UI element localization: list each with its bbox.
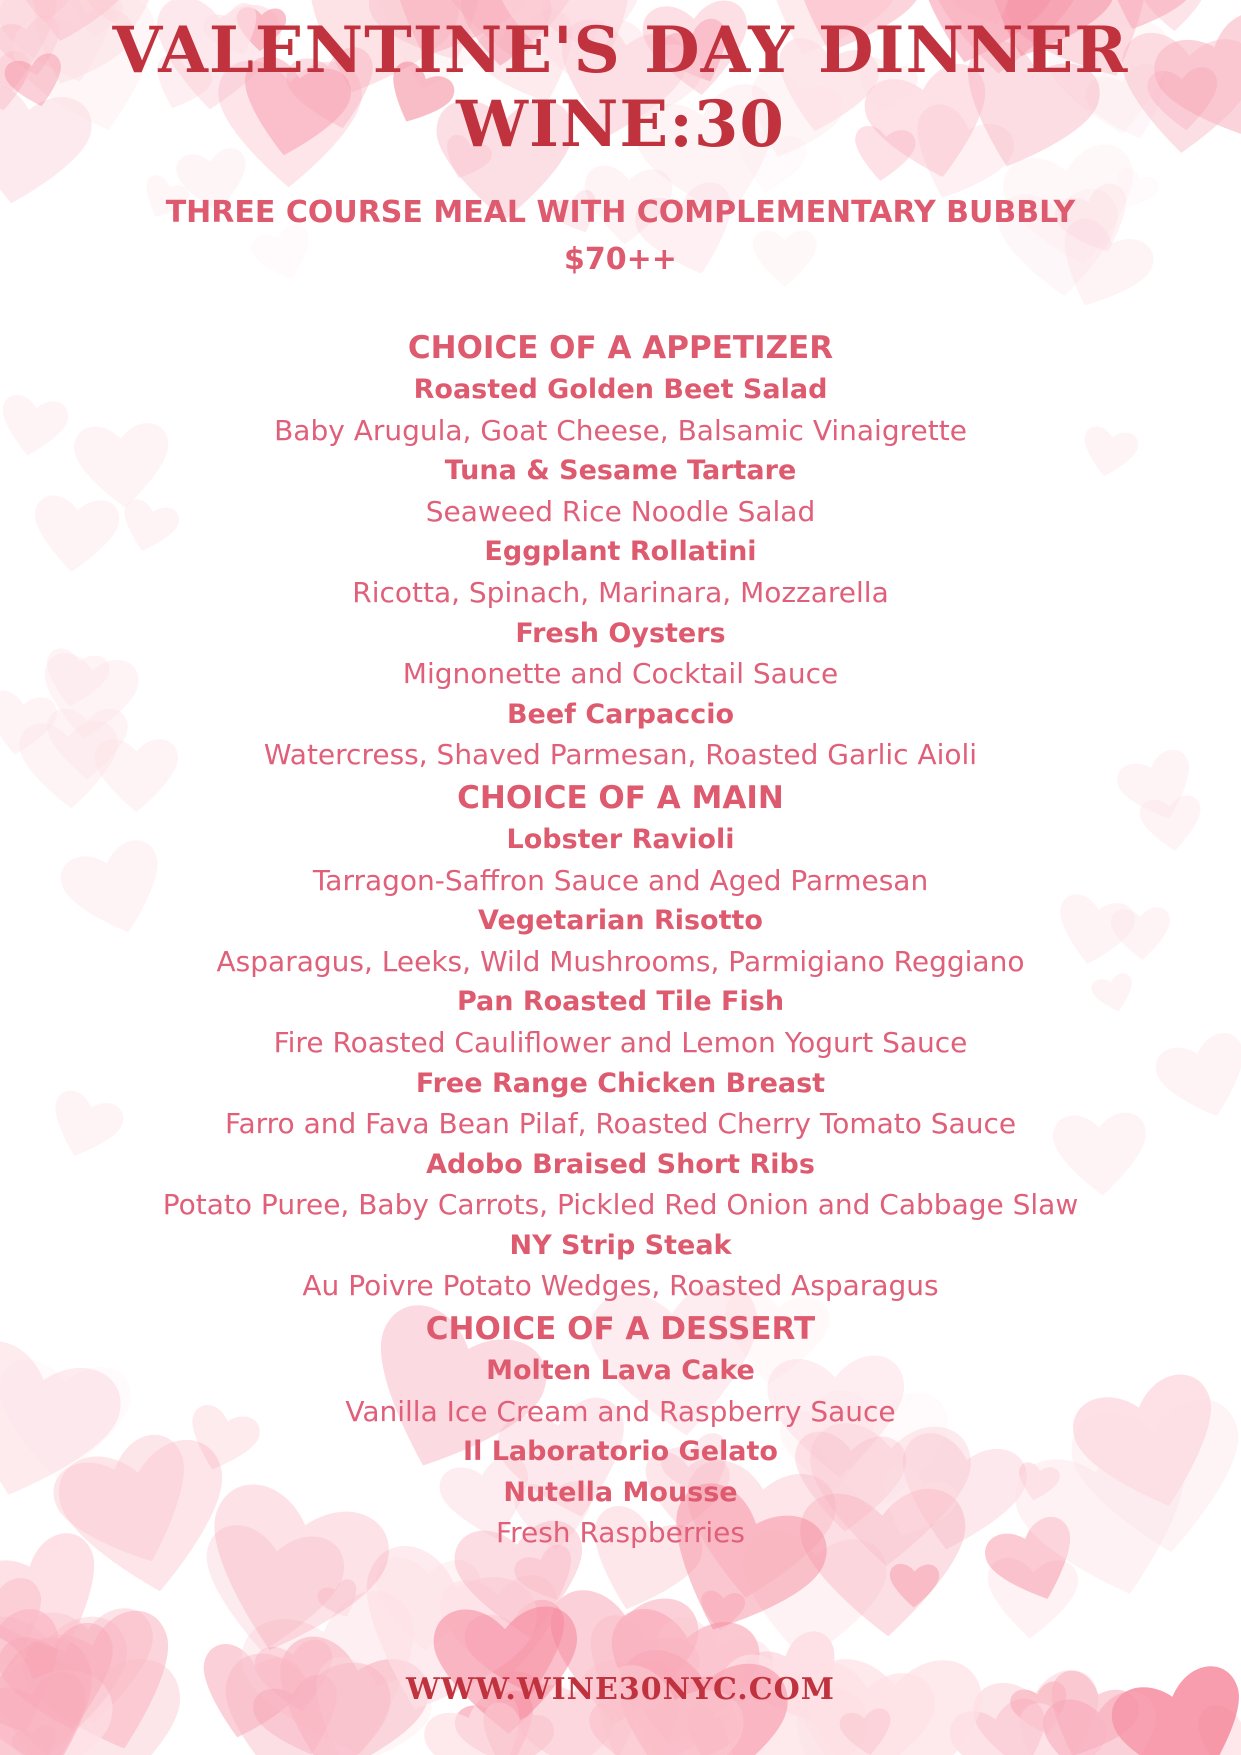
dish-description: Au Poivre Potato Wedges, Roasted Asparagus bbox=[302, 1269, 939, 1303]
dish-description: Farro and Fava Bean Pilaf, Roasted Cherry Tomato Sauce bbox=[224, 1107, 1017, 1141]
section-dessert bbox=[0, 1307, 1241, 1554]
section-main bbox=[0, 776, 1241, 1307]
dish-description: Watercress, Shaved Parmesan, Roasted Garlic Aioli bbox=[263, 738, 978, 772]
page-title: VALENTINE'S DAY DINNER bbox=[112, 13, 1129, 88]
dish-name: Molten Lava Cake bbox=[486, 1355, 755, 1387]
dish-description: Ricotta, Spinach, Marinara, Mozzarella bbox=[352, 575, 889, 609]
menu-price: $70++ bbox=[564, 242, 677, 277]
restaurant-name: WINE:30 bbox=[456, 87, 785, 162]
section-heading: CHOICE OF A APPETIZER bbox=[407, 330, 834, 366]
dish-description: Fire Roasted Cauliflower and Lemon Yogurt Sauce bbox=[273, 1025, 968, 1059]
dish-name: NY Strip Steak bbox=[509, 1229, 732, 1261]
dish-description: Asparagus, Leeks, Wild Mushrooms, Parmigiano Reggiano bbox=[216, 944, 1025, 978]
dish-name: Nutella Mousse bbox=[503, 1476, 738, 1508]
dish-description: Potato Puree, Baby Carrots, Pickled Red Onion and Cabbage Slaw bbox=[162, 1188, 1079, 1222]
website-link[interactable]: WWW.WINE30NYC.COM bbox=[406, 1672, 835, 1707]
menu-subtitle: THREE COURSE MEAL WITH COMPLEMENTARY BUBBLY bbox=[165, 195, 1076, 230]
dish-name: Tuna & Sesame Tartare bbox=[444, 455, 797, 487]
dish-name: Vegetarian Risotto bbox=[478, 905, 763, 937]
dish-name: Beef Carpaccio bbox=[506, 698, 735, 730]
dish-name: Eggplant Rollatini bbox=[484, 536, 757, 568]
dish-name: Adobo Braised Short Ribs bbox=[426, 1148, 815, 1180]
section-appetizer bbox=[0, 326, 1241, 776]
dish-description: Fresh Raspberries bbox=[496, 1516, 745, 1550]
dish-name: Pan Roasted Tile Fish bbox=[456, 986, 785, 1018]
dish-description: Baby Arugula, Goat Cheese, Balsamic Vinaigrette bbox=[274, 413, 967, 447]
dish-description: Vanilla Ice Cream and Raspberry Sauce bbox=[345, 1394, 896, 1428]
dish-description: Seaweed Rice Noodle Salad bbox=[425, 494, 816, 528]
menu-sections bbox=[0, 326, 1241, 1554]
dish-name: Free Range Chicken Breast bbox=[415, 1067, 826, 1099]
dish-description: Mignonette and Cocktail Sauce bbox=[402, 657, 839, 691]
dish-name: Roasted Golden Beet Salad bbox=[413, 374, 828, 405]
dish-name: Il Laboratorio Gelato bbox=[463, 1436, 778, 1468]
dish-name: Fresh Oysters bbox=[515, 617, 726, 649]
dish-description: Tarragon-Saffron Sauce and Aged Parmesan bbox=[312, 863, 929, 897]
dish-name: Lobster Ravioli bbox=[506, 823, 735, 855]
section-heading: CHOICE OF A MAIN bbox=[457, 779, 784, 816]
section-heading: CHOICE OF A DESSERT bbox=[425, 1311, 816, 1348]
